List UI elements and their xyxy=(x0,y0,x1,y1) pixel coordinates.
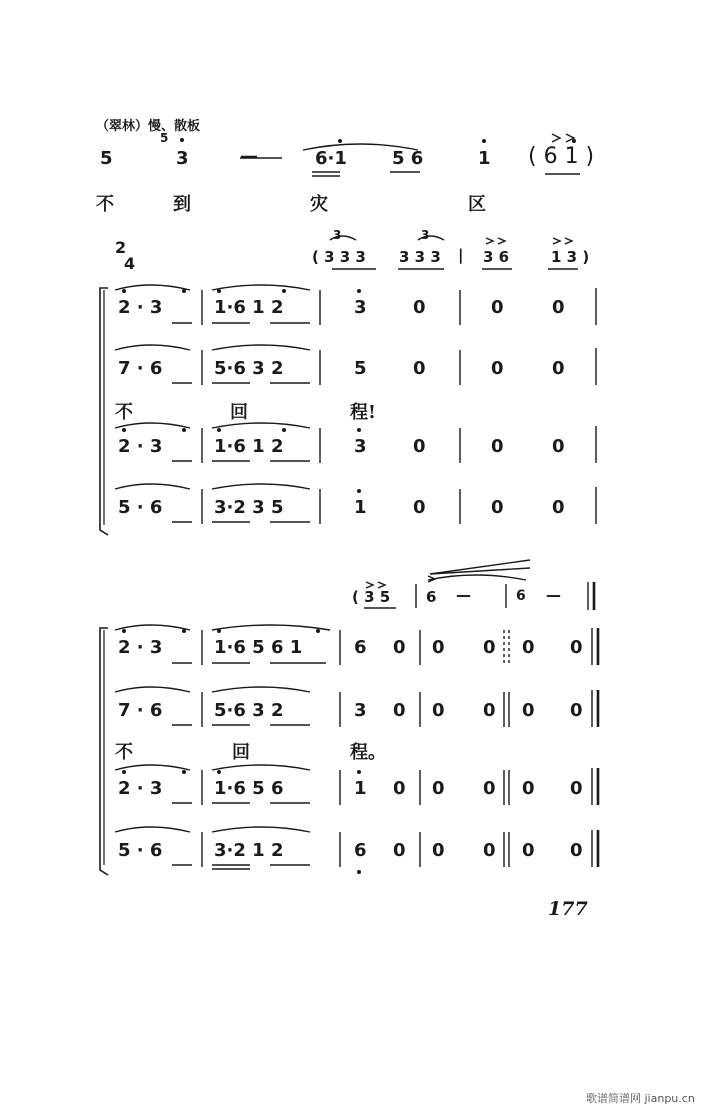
note: 0 xyxy=(522,840,535,861)
lyric-char: 程。 xyxy=(350,742,386,763)
note: 0 xyxy=(552,436,565,457)
page-number: 177 xyxy=(548,898,588,920)
octave-dot xyxy=(122,629,126,633)
instrumental-notes: 1 3 ) xyxy=(551,248,590,266)
slur xyxy=(115,827,190,832)
note: 0 xyxy=(483,840,496,861)
octave-dot xyxy=(482,139,486,143)
lyric-char: 到 xyxy=(173,194,191,215)
note: 0 xyxy=(483,778,496,799)
lyric-char: 区 xyxy=(468,194,486,215)
slur xyxy=(212,625,330,630)
instrumental-notes: 3 3 3 xyxy=(399,248,441,266)
note: 1 xyxy=(354,778,367,799)
accent-mark xyxy=(553,238,572,244)
octave-dot xyxy=(572,139,576,143)
note: 0 xyxy=(483,637,496,658)
instrumental-notes: ( 3 3 3 xyxy=(312,248,366,266)
octave-dot xyxy=(180,138,184,142)
note: 0 xyxy=(483,700,496,721)
octave-dot xyxy=(217,629,221,633)
octave-dot xyxy=(282,289,286,293)
note: 0 xyxy=(432,700,445,721)
note-group: 2 · 3 xyxy=(118,778,163,799)
octave-dot xyxy=(338,139,342,143)
note: 5 xyxy=(354,358,367,379)
octave-dot xyxy=(217,428,221,432)
slur xyxy=(212,345,310,350)
note: 0 xyxy=(393,700,406,721)
slur xyxy=(115,625,190,630)
tempo-marking: （翠林）慢、散板 xyxy=(96,119,201,134)
dash: — xyxy=(456,586,471,604)
note-group: 5 · 6 xyxy=(118,497,163,518)
accent-mark xyxy=(366,582,385,588)
note: 0 xyxy=(552,297,565,318)
lyric-char: 不 xyxy=(115,742,133,763)
octave-dot xyxy=(357,489,361,493)
intro-note: 5 xyxy=(100,148,113,169)
note: 0 xyxy=(522,778,535,799)
time-sig-top: 2 xyxy=(115,238,127,257)
octave-dot xyxy=(122,289,126,293)
grace-note: 5 xyxy=(160,131,169,145)
lyric-char: 不 xyxy=(115,402,133,423)
slur xyxy=(115,345,190,350)
slur xyxy=(115,484,190,489)
note-group: 2 · 3 xyxy=(118,637,163,658)
note: 0 xyxy=(552,497,565,518)
note: 0 xyxy=(413,497,426,518)
note: 0 xyxy=(393,778,406,799)
note-group: 2 · 3 xyxy=(118,297,163,318)
time-sig-bottom: 4 xyxy=(124,254,136,273)
note-group: 1·6 1 2 xyxy=(214,436,284,457)
octave-dot xyxy=(122,770,126,774)
slur xyxy=(212,285,310,290)
intro-note: 3 xyxy=(176,148,189,169)
note: 0 xyxy=(570,840,583,861)
lyric-char: 程! xyxy=(350,402,376,423)
instrumental-notes: ( 3 5 xyxy=(352,588,391,606)
triplet-mark: 3 xyxy=(333,228,342,242)
slur xyxy=(212,687,310,692)
note-group: 3·2 3 5 xyxy=(214,497,284,518)
note: 3 xyxy=(354,700,367,721)
note-group: 1·6 5 6 xyxy=(214,778,284,799)
slur xyxy=(330,236,356,240)
note-group: 7 · 6 xyxy=(118,358,163,379)
note: 0 xyxy=(570,637,583,658)
note: 0 xyxy=(491,497,504,518)
octave-dot xyxy=(316,629,320,633)
lyric-char: 回 xyxy=(232,742,250,763)
octave-dot xyxy=(357,289,361,293)
note-group: 5 · 6 xyxy=(118,840,163,861)
note-group: 5·6 3 2 xyxy=(214,358,284,379)
note-group: 1·6 1 2 xyxy=(214,297,284,318)
instrumental-notes: 6 xyxy=(516,588,526,604)
slur xyxy=(428,575,526,580)
bar-line: | xyxy=(458,246,464,264)
octave-dot xyxy=(182,289,186,293)
octave-dot xyxy=(357,770,361,774)
instrumental-notes: 6 xyxy=(426,588,437,606)
note: 0 xyxy=(432,840,445,861)
slur xyxy=(418,236,444,240)
accent-mark xyxy=(486,238,505,244)
crescendo-hairpin xyxy=(430,560,530,574)
dash: — xyxy=(546,586,561,604)
intro-note: 6·1 xyxy=(315,148,347,169)
note: 0 xyxy=(413,358,426,379)
note: 0 xyxy=(491,358,504,379)
intro-note: 5 6 xyxy=(392,148,424,169)
watermark: 歌谱简谱网 jianpu.cn xyxy=(586,1092,695,1105)
slur xyxy=(115,285,190,290)
slur xyxy=(303,144,418,150)
note: 0 xyxy=(570,700,583,721)
note-group: 2 · 3 xyxy=(118,436,163,457)
octave-dot xyxy=(182,428,186,432)
note: 0 xyxy=(491,436,504,457)
note: 6 xyxy=(354,637,367,658)
note: 0 xyxy=(570,778,583,799)
note-group: 3·2 1 2 xyxy=(214,840,284,861)
octave-dot xyxy=(357,428,361,432)
instrumental-notes: 3 6 xyxy=(483,248,510,266)
slur xyxy=(115,765,190,770)
note: 0 xyxy=(413,297,426,318)
octave-dot xyxy=(182,629,186,633)
lyric-char: 不 xyxy=(96,194,114,215)
slur xyxy=(212,484,310,489)
note: 0 xyxy=(522,637,535,658)
note: 0 xyxy=(393,840,406,861)
note: 0 xyxy=(522,700,535,721)
slur xyxy=(212,827,310,832)
note-group: 7 · 6 xyxy=(118,700,163,721)
note-group: 5·6 3 2 xyxy=(214,700,284,721)
intro-note: — xyxy=(240,146,258,167)
note: 3 xyxy=(354,297,367,318)
accent-mark xyxy=(552,134,574,142)
note: 0 xyxy=(413,436,426,457)
intro-note: 1 xyxy=(478,148,491,169)
note: 0 xyxy=(432,778,445,799)
octave-dot xyxy=(217,770,221,774)
slur xyxy=(212,423,310,428)
octave-dot xyxy=(182,770,186,774)
intro-note: ( 6 1 ) xyxy=(528,144,595,169)
note-group: 1·6 5 6 1 xyxy=(214,637,303,658)
note: 0 xyxy=(432,637,445,658)
octave-dot xyxy=(217,289,221,293)
note: 6 xyxy=(354,840,367,861)
octave-dot xyxy=(282,428,286,432)
slur xyxy=(115,687,190,692)
note: 1 xyxy=(354,497,367,518)
octave-dot xyxy=(122,428,126,432)
note: 0 xyxy=(393,637,406,658)
triplet-mark: 3 xyxy=(421,228,430,242)
octave-dot xyxy=(357,870,361,874)
slur xyxy=(115,423,190,428)
lyric-char: 灾 xyxy=(310,194,328,215)
slur xyxy=(212,765,310,770)
lyric-char: 回 xyxy=(230,402,248,423)
note: 0 xyxy=(491,297,504,318)
note: 0 xyxy=(552,358,565,379)
note: 3 xyxy=(354,436,367,457)
